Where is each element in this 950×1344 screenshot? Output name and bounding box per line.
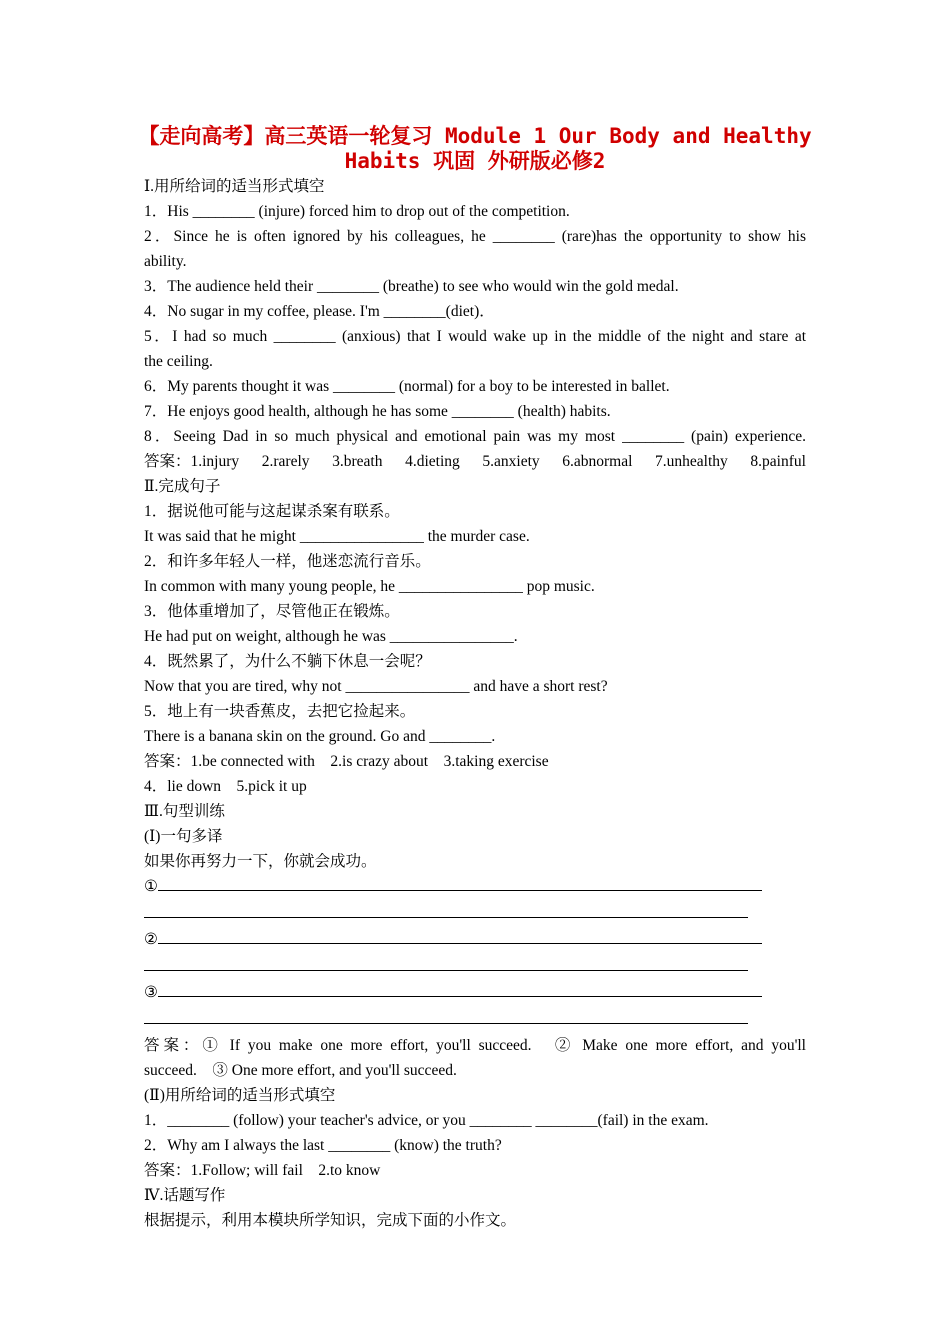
s2-line: 3．他体重增加了，尽管他正在锻炼。 <box>144 603 400 620</box>
marker-1: ① <box>144 878 158 895</box>
s1-answer: 答案：1.injury <box>144 453 240 470</box>
s2-line: 5．地上有一块香蕉皮，去把它捡起来。 <box>144 703 416 720</box>
answer-line-2b[interactable] <box>144 954 806 981</box>
section-2-heading: Ⅱ.完成句子 <box>144 478 221 495</box>
s2-answers-1: 答案：1.be connected with 2.is crazy about 3.taking exercise <box>144 753 549 770</box>
s3-answer-line-2: succeed. ③ One more effort, and you'll succeed. <box>144 1062 457 1079</box>
s3-sub2-item: 2．Why am I always the last ________ (know) the truth? <box>144 1137 502 1154</box>
write-line[interactable] <box>158 928 762 944</box>
title-line-2: Habits 巩固 外研版必修2 <box>344 149 606 173</box>
write-line[interactable] <box>158 875 762 891</box>
s1-item-3: 3．The audience held their ________ (breathe) to see who would win the gold medal. <box>144 278 679 295</box>
answer-line-3b[interactable] <box>144 1007 806 1034</box>
s3-sub1-prompt: 如果你再努力一下，你就会成功。 <box>144 853 377 870</box>
title-line-1: 【走向高考】高三英语一轮复习 Module 1 Our Body and Healthy <box>138 124 812 148</box>
write-line[interactable] <box>158 981 762 997</box>
s2-line: There is a banana skin on the ground. Go and ________. <box>144 728 496 745</box>
s3-sub1-heading: (Ⅰ)一句多译 <box>144 828 223 845</box>
document-page <box>138 124 812 1233</box>
s3-sub2-heading: (Ⅱ)用所给词的适当形式填空 <box>144 1087 336 1104</box>
s1-answer: 7.unhealthy <box>655 453 728 470</box>
write-line[interactable] <box>144 955 748 971</box>
s1-answer: 6.abnormal <box>562 453 633 470</box>
s1-item-4: 4．No sugar in my coffee, please. I'm ________(diet)． <box>144 303 495 320</box>
s1-answer: 4.dieting <box>405 453 460 470</box>
s1-item-1: 1．His ________ (injure) forced him to drop out of the competition. <box>144 203 570 220</box>
s1-item-5-cont: the ceiling. <box>144 353 213 370</box>
s1-item-6: 6．My parents thought it was ________ (normal) for a boy to be interested in ballet. <box>144 378 670 395</box>
s1-answer: 8.painful <box>750 453 806 470</box>
s1-item-7: 7．He enjoys good health, although he has some ________ (health) habits. <box>144 403 611 420</box>
answer-line-2[interactable] <box>144 927 806 954</box>
s2-answers-2: 4．lie down 5.pick it up <box>144 778 307 795</box>
s1-answers <box>144 449 806 474</box>
marker-3: ③ <box>144 984 158 1001</box>
section-1-heading: Ⅰ.用所给词的适当形式填空 <box>144 178 325 195</box>
answer-line-3[interactable] <box>144 980 806 1007</box>
s2-line: 4．既然累了，为什么不躺下休息一会呢？ <box>144 653 431 670</box>
s2-line: In common with many young people, he ________________ pop music. <box>144 578 595 595</box>
answer-line-1b[interactable] <box>144 901 806 928</box>
s2-line: 2．和许多年轻人一样，他迷恋流行音乐。 <box>144 553 431 570</box>
s1-answer: 5.anxiety <box>482 453 540 470</box>
s3-sub2-answers: 答案：1.Follow; will fail 2.to know <box>144 1162 381 1179</box>
s1-item-8: 8．Seeing Dad in so much physical and emotional pain was my most ________ (pain) experience. <box>144 428 806 445</box>
s1-answer: 3.breath <box>332 453 383 470</box>
s2-line: He had put on weight, although he was ________________. <box>144 628 518 645</box>
s1-item-5: 5．I had so much ________ (anxious) that I would wake up in the middle of the night and stare at <box>144 328 806 345</box>
section-3-heading: Ⅲ.句型训练 <box>144 803 225 820</box>
write-line[interactable] <box>144 1008 748 1024</box>
marker-2: ② <box>144 931 158 948</box>
s3-answer-line-1: 答案：① If you make one more effort, you'll succeed. ② Make one more effort, and you'll <box>144 1037 806 1054</box>
answer-line-1[interactable] <box>144 874 806 901</box>
s2-line: Now that you are tired, why not ________________ and have a short rest? <box>144 678 608 695</box>
s4-prompt: 根据提示，利用本模块所学知识，完成下面的小作文。 <box>144 1212 517 1229</box>
s2-line: It was said that he might ________________ the murder case. <box>144 528 530 545</box>
document-title <box>124 124 826 174</box>
s1-item-2: 2．Since he is often ignored by his colleagues, he ________ (rare)has the opportunity to show his <box>144 228 806 245</box>
section-4-heading: Ⅳ.话题写作 <box>144 1187 226 1204</box>
write-line[interactable] <box>144 902 748 918</box>
s1-item-2-cont: ability. <box>144 253 187 270</box>
s2-line: 1．据说他可能与这起谋杀案有联系。 <box>144 503 400 520</box>
s3-sub2-item: 1．________ (follow) your teacher's advice, or you ________ ________(fail) in the exam. <box>144 1112 709 1129</box>
s1-answer: 2.rarely <box>261 453 310 470</box>
